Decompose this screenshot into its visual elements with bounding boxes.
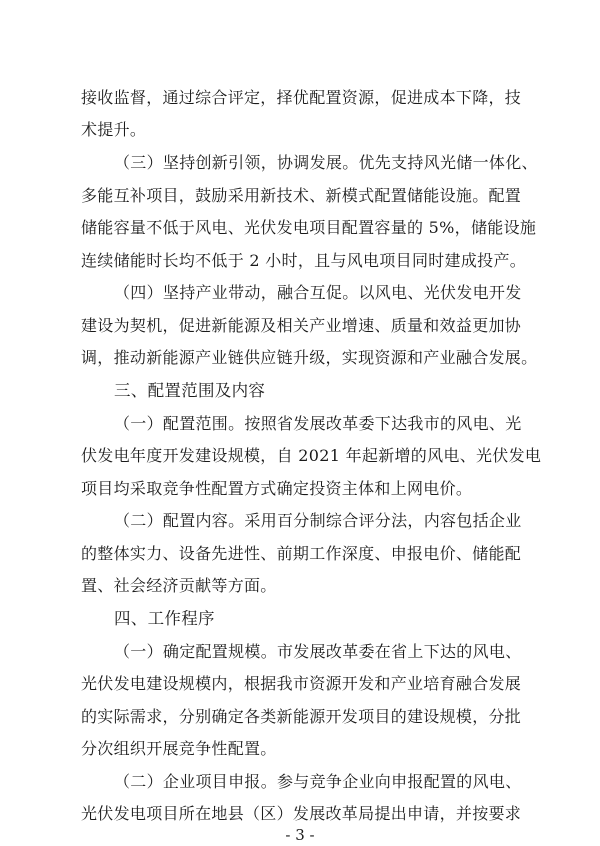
body-line: （四）坚持产业带动，融合互促。以风电、光伏发电开发 bbox=[114, 283, 522, 302]
body-line: 调，推动新能源产业链供应链升级，实现资源和产业融合发展。 bbox=[81, 348, 538, 367]
body-line: （三）坚持创新引领，协调发展。优先支持风光储一体化、 bbox=[114, 153, 538, 172]
body-line: 伏发电年度开发建设规模，自 2021 年起新增的风电、光伏发电 bbox=[81, 446, 542, 465]
body-line: 接收监督，通过综合评定，择优配置资源，促进成本下降，技 bbox=[81, 88, 522, 107]
body-line: 光伏发电建设规模内，根据我市资源开发和产业培育融合发展 bbox=[81, 674, 522, 693]
body-line: 分次组织开展竞争性配置。 bbox=[81, 739, 277, 758]
body-line: 多能互补项目，鼓励采用新技术、新模式配置储能设施。配置 bbox=[81, 186, 522, 205]
body-line: （一）确定配置规模。市发展改革委在省上下达的风电、 bbox=[114, 642, 522, 661]
body-line: 建设为契机，促进新能源及相关产业增速、质量和效益更加协 bbox=[81, 316, 522, 335]
body-line: 储能容量不低于风电、光伏发电项目配置容量的 5%，储能设施 bbox=[81, 218, 537, 237]
body-line: 的实际需求，分别确定各类新能源开发项目的建设规模，分批 bbox=[81, 707, 522, 726]
section-heading: 三、配置范围及内容 bbox=[114, 381, 266, 400]
body-line: 连续储能时长均不低于 2 小时，且与风电项目同时建成投产。 bbox=[81, 251, 527, 270]
body-line: 的整体实力、设备先进性、前期工作深度、申报电价、储能配 bbox=[81, 544, 522, 563]
page-number: - 3 - bbox=[285, 826, 315, 844]
body-line: 术提升。 bbox=[81, 120, 147, 139]
body-line: 项目均采取竞争性配置方式确定投资主体和上网电价。 bbox=[81, 479, 473, 498]
section-heading: 四、工作程序 bbox=[114, 609, 215, 628]
body-line: （二）配置内容。采用百分制综合评分法，内容包括企业 bbox=[114, 511, 522, 530]
body-line: 置、社会经济贡献等方面。 bbox=[81, 576, 277, 595]
body-line: （二）企业项目申报。参与竞争企业向申报配置的风电、 bbox=[114, 772, 522, 791]
body-line: 光伏发电项目所在地县（区）发展改革局提出申请，并按要求 bbox=[81, 804, 522, 823]
body-line: （一）配置范围。按照省发展改革委下达我市的风电、光 bbox=[114, 414, 522, 433]
